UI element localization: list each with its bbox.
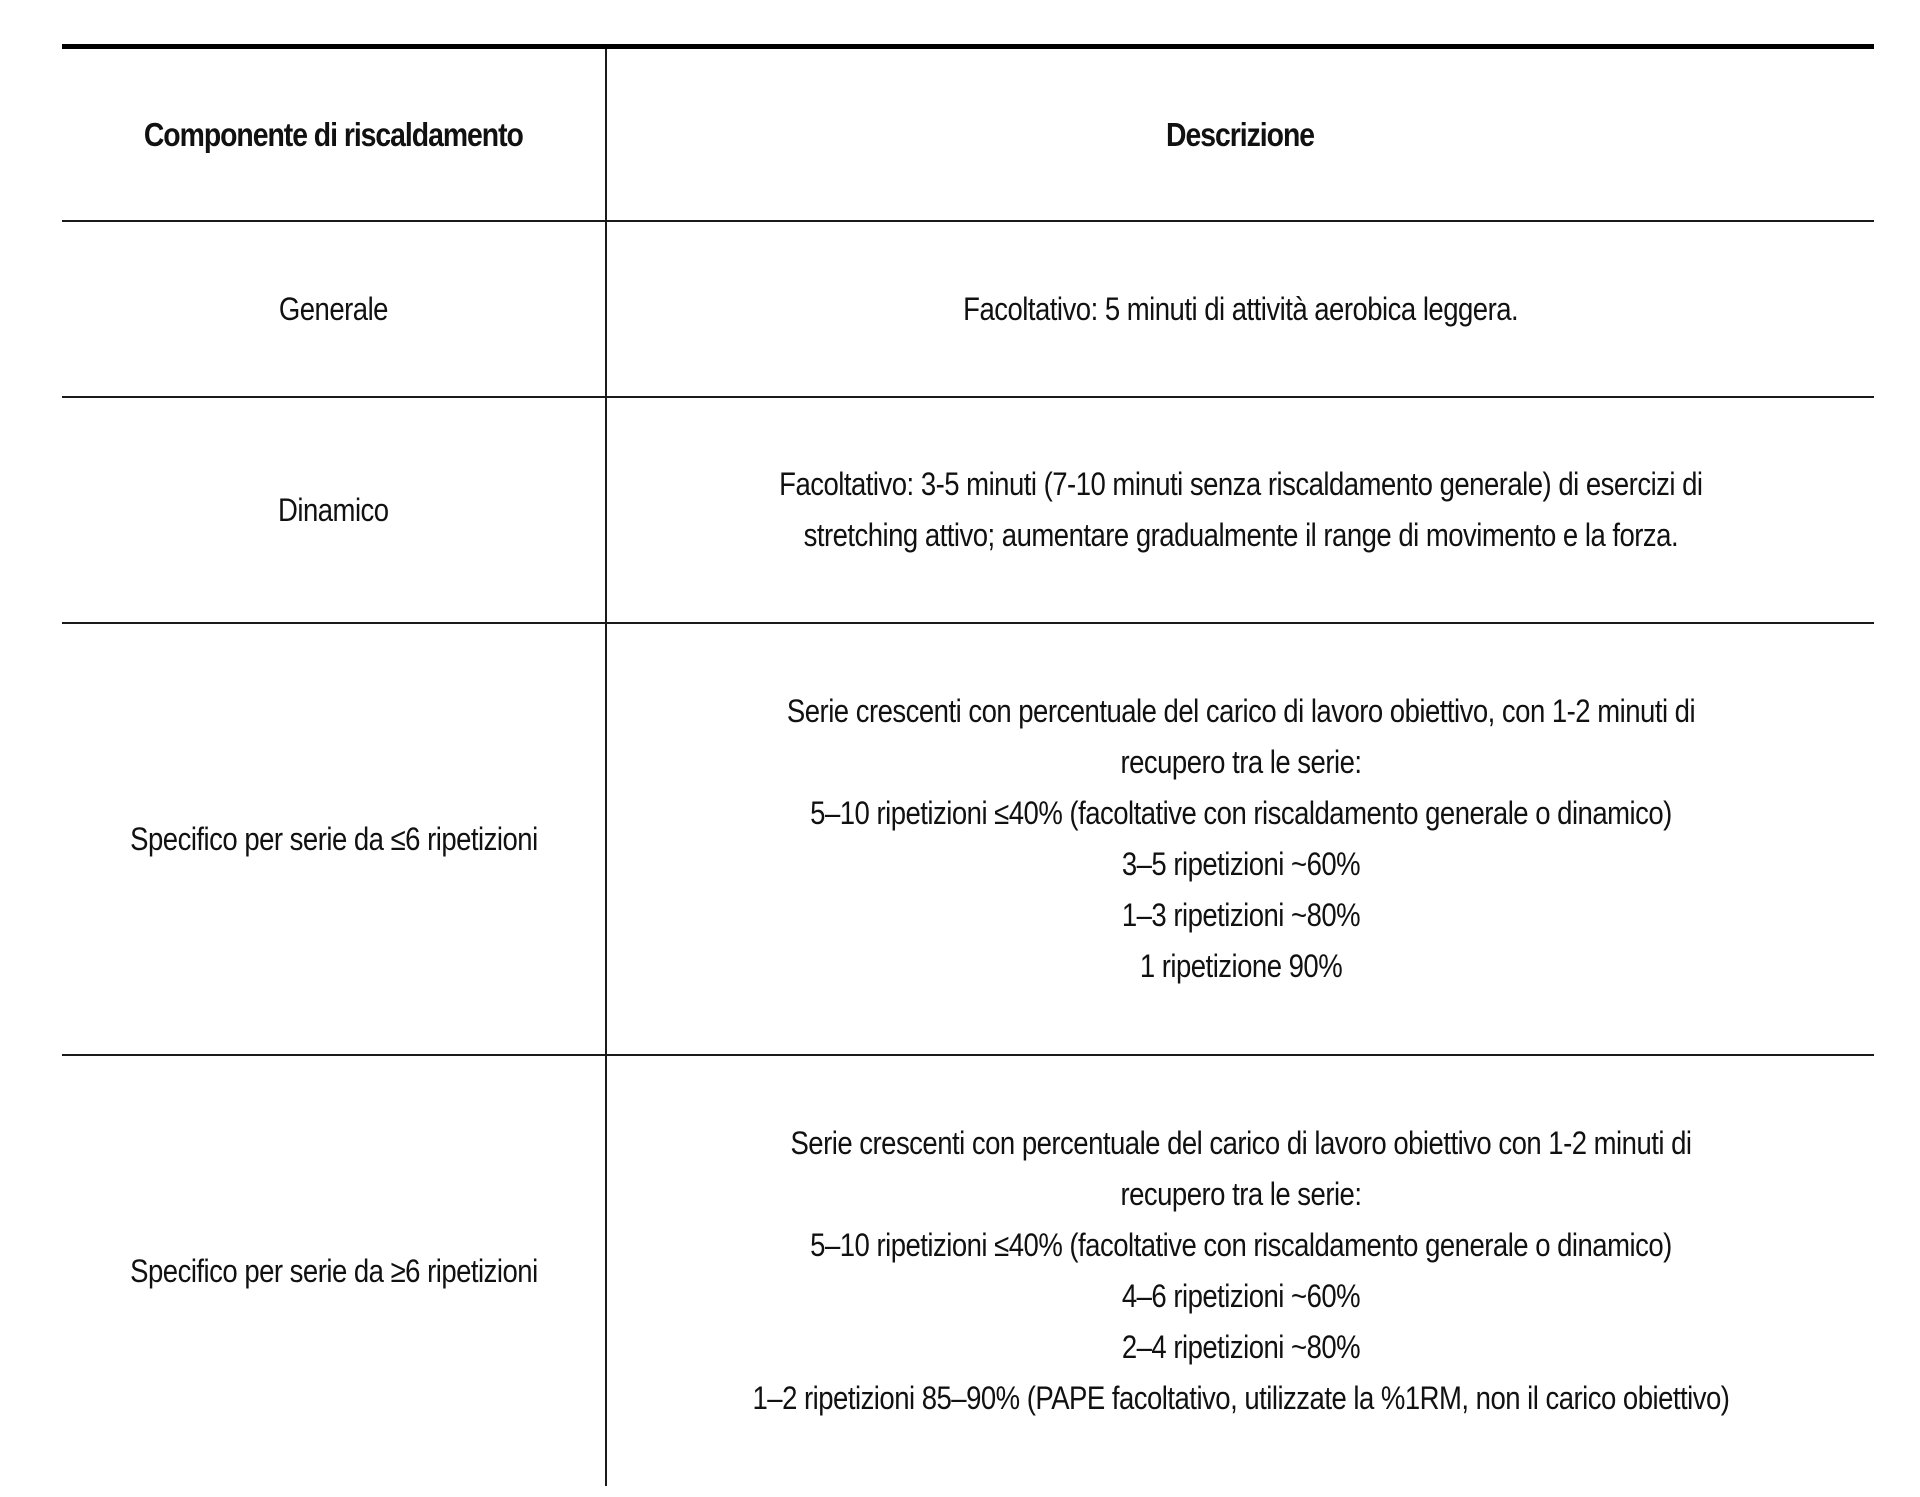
component-label: Dinamico [278,491,389,528]
description-line: 4–6 ripetizioni ~60% [1121,1278,1360,1314]
cell-description [606,397,1874,623]
description-line: Facoltativo: 3-5 minuti (7-10 minuti senza riscaldamento generale) di esercizi di [778,466,1703,502]
component-label: Generale [278,290,389,327]
cell-description [606,221,1874,397]
cell-component [62,221,606,397]
description-block [752,1118,1729,1424]
table-header-row [62,47,1874,222]
cell-component [62,397,606,623]
cell-component [62,623,606,1055]
description-line: 1–3 ripetizioni ~80% [1121,897,1360,933]
description-line: 2–4 ripetizioni ~80% [1121,1329,1360,1365]
header-component [62,47,606,222]
description-line: 3–5 ripetizioni ~60% [1121,846,1360,882]
cell-component [62,1055,606,1486]
description-line: stretching attivo; aumentare gradualmente il range di movimento e la forza. [803,517,1678,553]
description-line: 5–10 ripetizioni ≤40% (facoltative con riscaldamento generale o dinamico) [809,795,1672,831]
description-block [779,459,1702,561]
header-description [606,47,1874,222]
header-component-label: Componente di riscaldamento [144,115,523,153]
table-row [62,623,1874,1055]
warmup-table [62,44,1874,1486]
description-line: recupero tra le serie: [1119,744,1362,780]
description-line: recupero tra le serie: [1119,1176,1362,1212]
description-block [963,284,1518,335]
description-line: Serie crescenti con percentuale del carico di lavoro obiettivo, con 1-2 minuti di [786,693,1695,729]
table-row [62,1055,1874,1486]
header-description-label: Descrizione [1166,115,1315,153]
component-label: Specifico per serie da ≥6 ripetizioni [129,1252,538,1289]
description-line: 1 ripetizione 90% [1139,948,1342,984]
description-line: Serie crescenti con percentuale del carico di lavoro obiettivo con 1-2 minuti di [789,1125,1692,1161]
cell-description [606,1055,1874,1486]
document-sheet [62,44,1874,1486]
table-row [62,397,1874,623]
cell-description [606,623,1874,1055]
description-line: Facoltativo: 5 minuti di attività aerobica leggera. [963,290,1518,327]
description-line: 5–10 ripetizioni ≤40% (facoltative con riscaldamento generale o dinamico) [809,1227,1672,1263]
description-block [786,686,1694,992]
description-line: 1–2 ripetizioni 85–90% (PAPE facoltativo, utilizzate la %1RM, non il carico obiettivo) [752,1380,1729,1416]
component-label: Specifico per serie da ≤6 ripetizioni [129,820,538,857]
table-row [62,221,1874,397]
